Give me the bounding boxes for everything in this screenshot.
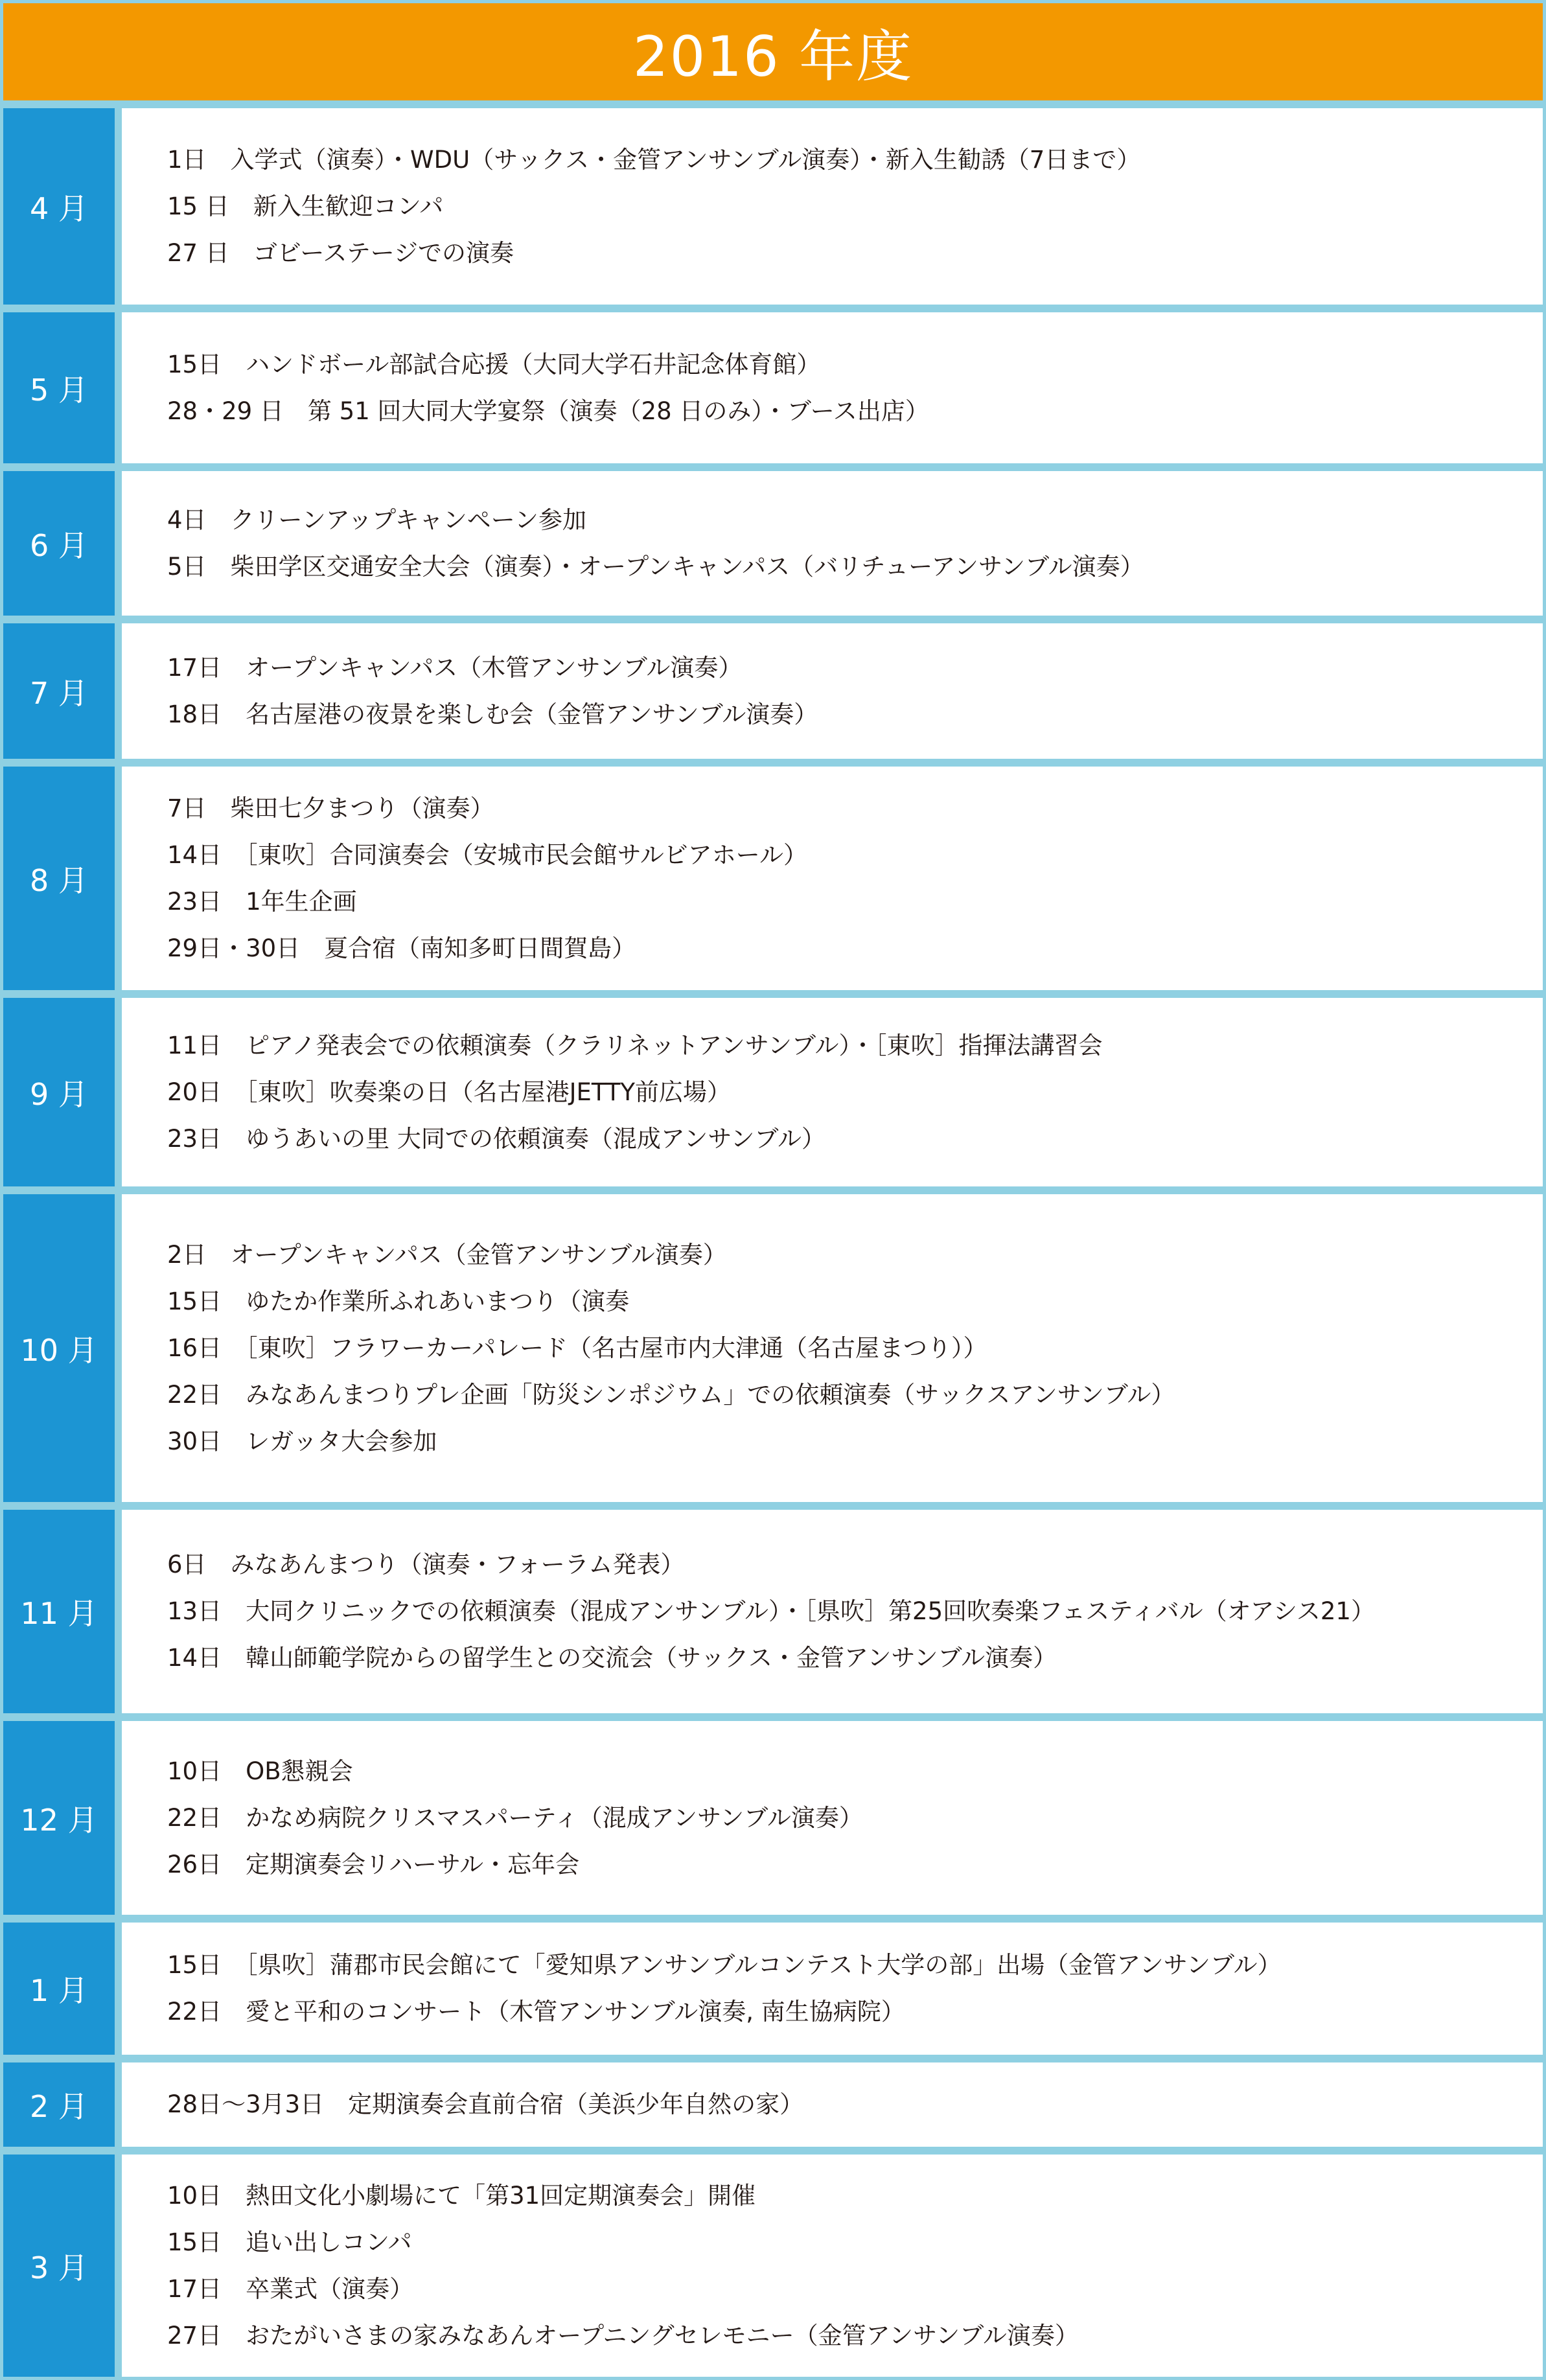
event-item: 22日 みなあんまつりプレ企画「防災シンポジウム」での依頼演奏（サックスアンサンブル） [167,1380,1175,1409]
row-separator [3,2147,1543,2155]
event-list [122,2155,1543,2377]
month-row [3,312,1543,463]
event-list [122,623,1543,759]
month-label: 4 月 [3,108,115,305]
month-label: 9 月 [3,998,115,1186]
event-list [122,1721,1543,1915]
event-item: 14日 韓山師範学院からの留学生との交流会（サックス・金管アンサンブル演奏） [167,1644,1057,1672]
month-label: 3 月 [3,2155,115,2377]
month-label: 5 月 [3,312,115,463]
event-item: 27 日 ゴビーステージでの演奏 [167,238,514,267]
column-divider [115,100,122,2377]
event-list [122,998,1543,1186]
event-item: 13日 大同クリニックでの依頼演奏（混成アンサンブル）・［県吹］第25回吹奏楽フェスティバル（オアシス21） [167,1597,1375,1625]
month-label: 6 月 [3,471,115,616]
event-item: 28・29 日 第 51 回大同大学宴祭（演奏（28 日のみ）・ブース出店） [167,397,929,425]
event-item: 15日 ゆたか作業所ふれあいまつり（演奏 [167,1287,630,1315]
event-list [122,1510,1543,1713]
month-label: 7 月 [3,623,115,759]
row-separator [3,990,1543,998]
event-item: 6日 みなあんまつり（演奏・フォーラム発表） [167,1551,685,1578]
month-label: 1 月 [3,1923,115,2055]
row-separator [3,616,1543,623]
row-separator [3,463,1543,471]
event-item: 7日 柴田七夕まつり（演奏） [167,794,494,822]
row-separator [3,1502,1543,1510]
event-list [122,767,1543,990]
event-item: 4日 クリーンアップキャンペーン参加 [167,505,586,534]
row-separator [3,759,1543,767]
event-list [122,1923,1543,2055]
event-item: 15 日 新入生歓迎コンパ [167,192,444,220]
event-list [122,471,1543,616]
month-row [3,108,1543,305]
month-row [3,1510,1543,1713]
row-separator [3,1915,1543,1923]
month-label: 8 月 [3,767,115,990]
event-item: 23日 1年生企画 [167,887,357,916]
event-item: 5日 柴田学区交通安全大会（演奏）・オープンキャンパス（バリチューアンサンブル演奏） [167,552,1144,581]
month-label: 2 月 [3,2062,115,2147]
month-row [3,2155,1543,2377]
event-list [122,2062,1543,2147]
month-row [3,1923,1543,2055]
month-row [3,2062,1543,2147]
month-row [3,1721,1543,1915]
row-separator [3,1713,1543,1721]
month-label: 12 月 [3,1721,115,1915]
event-item: 1日 入学式（演奏）・WDU（サックス・金管アンサンブル演奏）・新入生勧誘（7日まで） [167,145,1141,174]
event-item: 14日 ［東吹］合同演奏会（安城市民会館サルビアホール） [167,840,807,869]
event-item: 10日 熱田文化小劇場にて「第31回定期演奏会」開催 [167,2181,756,2210]
event-item: 27日 おたがいさまの家みなあんオープニングセレモニー（金管アンサンブル演奏） [167,2321,1079,2350]
event-item: 30日 レガッタ大会参加 [167,1427,437,1455]
event-item: 23日 ゆうあいの里 大同での依頼演奏（混成アンサンブル） [167,1124,826,1153]
row-separator [3,305,1543,312]
event-item: 22日 かなめ病院クリスマスパーティ（混成アンサンブル演奏） [167,1803,863,1832]
event-item: 17日 オープンキャンパス（木管アンサンブル演奏） [167,653,743,682]
row-separator [3,100,1543,108]
event-item: 10日 OB懇親会 [167,1757,353,1785]
row-separator [3,1186,1543,1194]
event-item: 26日 定期演奏会リハーサル・忘年会 [167,1850,580,1878]
event-item: 22日 愛と平和のコンサート（木管アンサンブル演奏, 南生協病院） [167,1998,905,2026]
event-item: 18日 名古屋港の夜景を楽しむ会（金管アンサンブル演奏） [167,700,818,728]
month-row [3,623,1543,759]
month-row [3,471,1543,616]
event-item: 15日 ハンドボール部試合応援（大同大学石井記念体育館） [167,350,821,378]
row-separator [3,2055,1543,2062]
event-item: 11日 ピアノ発表会での依頼演奏（クラリネットアンサンブル）・［東吹］指揮法講習会 [167,1031,1103,1059]
month-label: 11 月 [3,1510,115,1713]
event-list [122,1194,1543,1502]
event-item: 29日・30日 夏合宿（南知多町日間賀島） [167,934,636,962]
event-item: 15日 追い出しコンパ [167,2228,412,2256]
event-item: 16日 ［東吹］フラワーカーパレード（名古屋市内大津通（名古屋まつり）） [167,1334,987,1362]
event-item: 28日～3月3日 定期演奏会直前合宿（美浜少年自然の家） [167,2090,804,2118]
event-item: 17日 卒業式（演奏） [167,2274,414,2303]
month-label: 10 月 [3,1194,115,1502]
month-row [3,1194,1543,1502]
event-item: 20日 ［東吹］吹奏楽の日（名古屋港JETTY前広場） [167,1078,732,1106]
schedule-frame [3,3,1543,2377]
month-row [3,767,1543,990]
event-list [122,108,1543,305]
page-title: 2016 年度 [3,3,1543,100]
event-item: 2日 オープンキャンパス（金管アンサンブル演奏） [167,1240,727,1269]
event-list [122,312,1543,463]
event-item: 15日 ［県吹］蒲郡市民会館にて「愛知県アンサンブルコンテスト大学の部」出場（金管アンサンブル） [167,1951,1282,1979]
month-row [3,998,1543,1186]
